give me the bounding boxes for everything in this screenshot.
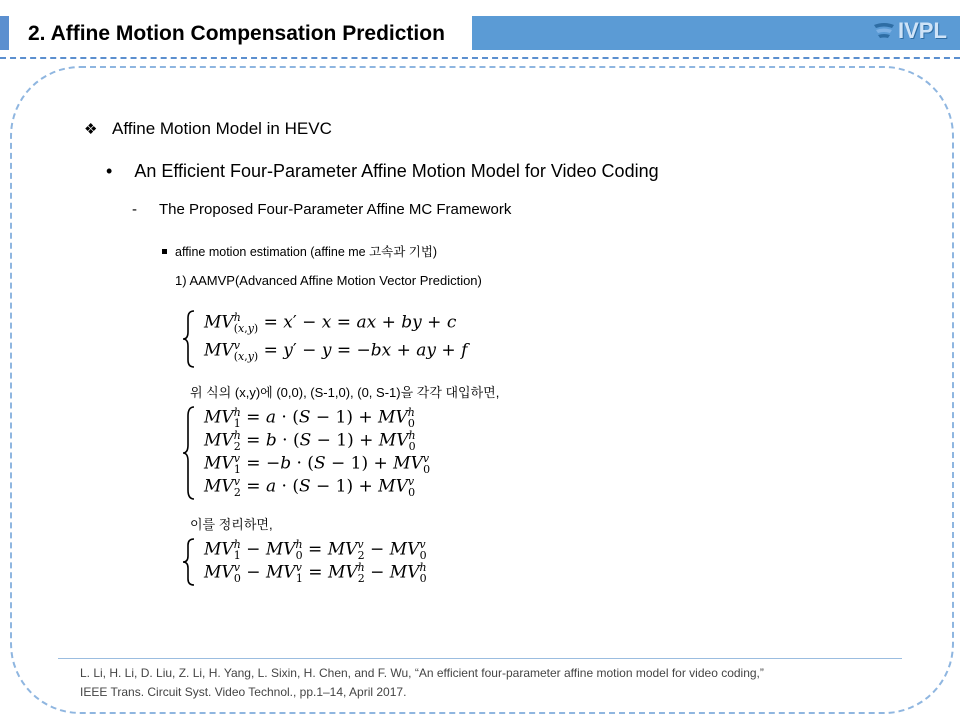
equation-line: $MV^v_2 = a \cdot (S - 1) + MV^v_0$ [204, 475, 416, 500]
dot-bullet-icon: • [106, 161, 113, 181]
outline-level1-text: Affine Motion Model in HEVC [112, 119, 332, 138]
left-brace-icon [182, 538, 196, 586]
equation-line: MVv (x,y) = y′ − y = −bx + ay + f [204, 339, 468, 363]
logo-text: IVPL [898, 18, 947, 43]
footer-divider [58, 658, 902, 659]
reference-citation [80, 664, 910, 702]
dash-bullet-icon: - [132, 201, 137, 218]
left-brace-icon [182, 406, 196, 500]
diamond-bullet-icon: ❖ [84, 121, 98, 138]
square-bullet-icon [162, 249, 167, 254]
left-brace-icon [182, 310, 196, 368]
outline-level5-text: 1) AAMVP(Advanced Affine Motion Vector Prediction) [175, 273, 482, 288]
equation-line: MVh (x,y) = x′ − x = ax + by + c [204, 311, 457, 335]
equation-line: $MV^h_1 - MV^h_0 = MV^v_2 - MV^v_0$ [204, 538, 427, 563]
citation-line: IEEE Trans. Circuit Syst. Video Technol., pp.1–14, April 2017. [80, 685, 407, 699]
outline-level4-text: affine motion estimation (affine me 고속과 기법) [175, 245, 438, 259]
equation-line: $MV^h_2 = b \cdot (S - 1) + MV^h_0$ [204, 429, 416, 454]
equation-line: $MV^v_1 = -b \cdot (S - 1) + MV^v_0$ [204, 452, 431, 477]
outline-level2-text: An Efficient Four-Parameter Affine Motion Model for Video Coding [134, 161, 659, 181]
header-divider [0, 57, 960, 59]
substitute-text: 위 식의 (x,y)에 (0,0), (S-1,0), (0, S-1)을 각각 대입하면, [190, 385, 500, 400]
slide-title: 2. Affine Motion Compensation Prediction [28, 22, 445, 45]
outline-level2 [106, 161, 659, 182]
equation-affine-model [182, 310, 502, 372]
citation-line: L. Li, H. Li, D. Liu, Z. Li, H. Yang, L. Sixin, H. Chen, and F. Wu, “An efficient four-parameter affine motion model for video coding,” [80, 666, 764, 680]
ivpl-logo [872, 18, 947, 44]
header-accent-block [0, 16, 9, 50]
outline-level3-text: The Proposed Four-Parameter Affine MC Framework [159, 201, 512, 218]
outline-level4 [162, 242, 437, 260]
equation-constraint [182, 538, 482, 588]
equation-substitution [182, 406, 482, 502]
equation-line: $MV^v_0 - MV^v_1 = MV^h_2 - MV^h_0$ [204, 561, 427, 586]
outline-level1 [84, 119, 332, 139]
logo-mark-icon [872, 22, 896, 40]
equation-line: $MV^h_1 = a \cdot (S - 1) + MV^h_0$ [204, 406, 415, 431]
rearrange-text: 이를 정리하면, [190, 517, 273, 532]
outline-level3 [132, 201, 511, 218]
